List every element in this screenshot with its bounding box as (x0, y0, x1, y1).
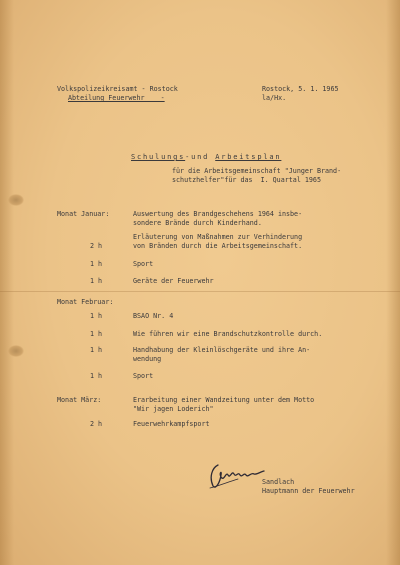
signatory-rank: Hauptmann der Feuerwehr (262, 487, 355, 495)
item-text: "Wir jagen Loderich" (133, 405, 214, 413)
org-line-1: Volkspolizeikreisamt - Rostock (57, 85, 178, 93)
item-time: 1 h (90, 260, 103, 268)
document-title: Schulungs-und Arbeitsplan (131, 153, 282, 161)
title-line-2: schutzhelfer"für das I. Quartal 1965 (172, 176, 321, 184)
item-text: wendung (133, 355, 162, 363)
punch-hole-bottom (8, 345, 24, 357)
month-march: Monat März: (57, 396, 102, 404)
item-time: 1 h (90, 372, 103, 380)
item-text: Erläuterung von Maßnahmen zur Verhinderung (133, 233, 303, 241)
signatory-name: Sandlach (262, 478, 295, 486)
item-text: Geräte der Feuerwehr (133, 277, 214, 285)
item-time: 2 h (90, 420, 103, 428)
item-text: sondere Brände durch Kinderhand. (133, 219, 262, 227)
item-time: 1 h (90, 346, 103, 354)
item-time: 1 h (90, 312, 103, 320)
item-text: Sport (133, 372, 154, 380)
month-january: Monat Januar: (57, 210, 110, 218)
item-text: Auswertung des Brandgeschehens 1964 insbe- (133, 210, 303, 218)
handwritten-signature (208, 462, 266, 490)
reference-line: la/Hx. (262, 94, 287, 102)
item-text: Feuerwehrkampfsport (133, 420, 210, 428)
title-line-1: für die Arbeitsgemeinschaft "Junger Brand- (172, 167, 342, 175)
date-line: Rostock, 5. 1. 1965 (262, 85, 339, 93)
punch-hole-top (8, 194, 24, 206)
item-text: BSAO Nr. 4 (133, 312, 174, 320)
item-time: 1 h (90, 330, 103, 338)
item-text: Wie führen wir eine Brandschutzkontrolle durch. (133, 330, 323, 338)
right-edge-shade (386, 0, 400, 565)
item-time: 2 h (90, 242, 103, 250)
paper-fold (0, 291, 400, 292)
item-text: von Bränden durch die Arbeitsgemeinschaft. (133, 242, 303, 250)
item-text: Handhabung der Kleinlöschgeräte und ihre An- (133, 346, 311, 354)
org-line-2: Abteilung Feuerwehr - (68, 94, 165, 102)
month-february: Monat Februar: (57, 298, 114, 306)
left-edge-shade (0, 0, 14, 565)
item-time: 1 h (90, 277, 103, 285)
item-text: Sport (133, 260, 154, 268)
item-text: Erarbeitung einer Wandzeitung unter dem Motto (133, 396, 315, 404)
